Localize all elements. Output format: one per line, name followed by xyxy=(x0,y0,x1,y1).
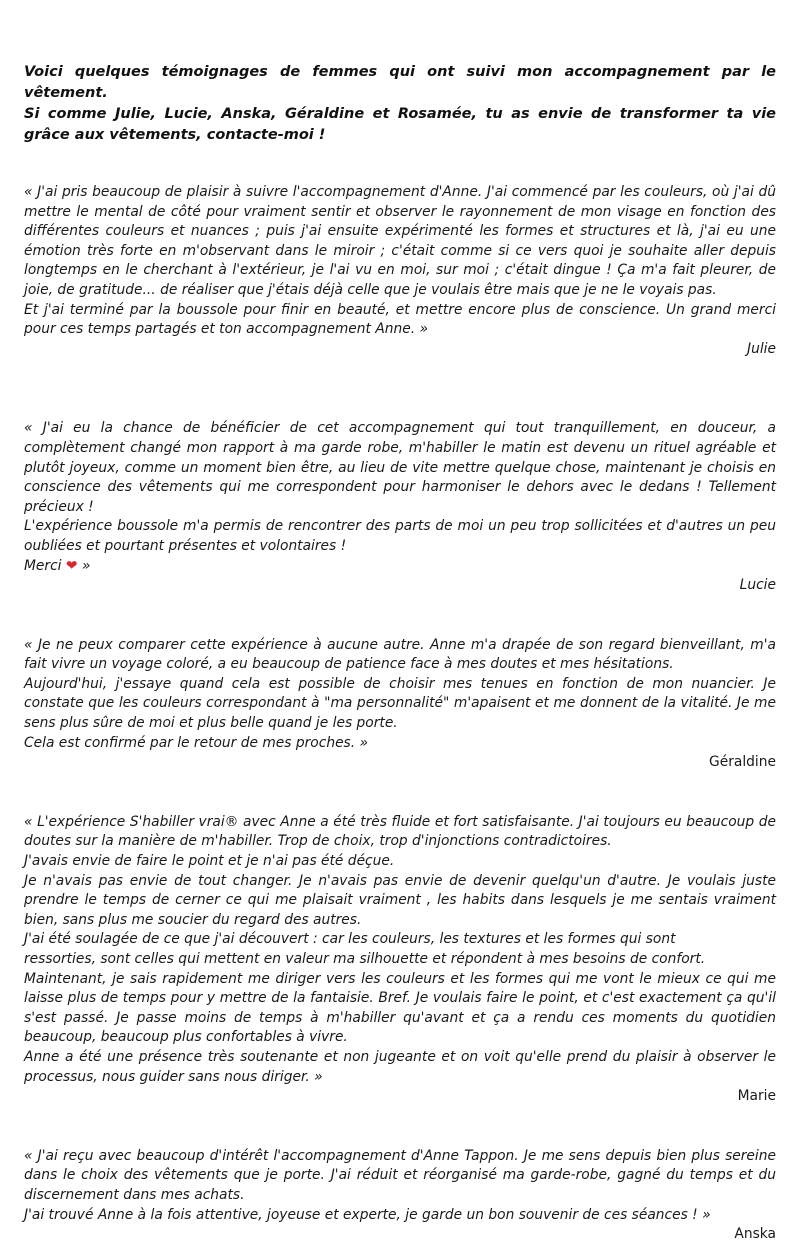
testimonial-paragraph: « J'ai pris beaucoup de plaisir à suivre l'accompagnement d'Anne. J'ai commencé par les couleurs, où j'ai dû mettre le mental de côté pour vraiment sentir et observer le rayonnement de mon visage en fonction des différentes couleurs et nuances ; puis j'ai ensuite expérimenté les formes et structures et là, j'ai eu une émotion très forte en m'observant dans le miroir ; c'était comme si ce vers quoi je souhaite aller depuis longtemps en le cherchant à l'extérieur, je l'ai vu en moi, sur moi ; c'était dingue ! Ça m'a fait pleurer, de joie, de gratitude... de réaliser que j'étais déjà celle que je voulais être mais que je ne le voyais pas. xyxy=(24,184,776,298)
testimonial-paragraph: J'ai trouvé Anne à la fois attentive, joyeuse et experte, je garde un bon souvenir de ces séances ! » xyxy=(24,1206,711,1223)
closing-text: Merci xyxy=(24,557,62,574)
testimonial-closing xyxy=(24,557,776,577)
testimonial-paragraph: « J'ai eu la chance de bénéficier de cet accompagnement qui tout tranquillement, en douceur, a complètement changé mon rapport à ma garde robe, m'habiller le matin est devenu un rituel agréable et plutôt joyeux, comme un moment bien être, au lieu de vite mettre quelque chose, maintenant je choisis en conscience des vêtements qui me correspondent pour harmoniser le dehors avec le dedans ! Tellement précieux ! xyxy=(24,420,776,515)
testimonial-geraldine xyxy=(24,636,776,773)
testimonial-paragraph: J'ai été soulagée de ce que j'ai découvert : car les couleurs, les textures et les formes qui sont xyxy=(24,931,676,948)
testimonial-paragraph: L'expérience boussole m'a permis de rencontrer des parts de moi un peu trop sollicitées et d'autres un peu oubliées et pourtant présentes et volontaires ! xyxy=(24,518,776,554)
intro-line-2: Si comme Julie, Lucie, Anska, Géraldine et Rosamée, tu as envie de transformer ta vie grâce aux vêtements, contacte-moi ! xyxy=(24,106,776,143)
testimonial-author: Julie xyxy=(747,340,776,357)
testimonial-julie xyxy=(24,183,776,359)
testimonial-author: Marie xyxy=(737,1088,776,1105)
testimonial-marie xyxy=(24,813,776,1107)
testimonial-lucie xyxy=(24,419,776,595)
testimonial-author: Lucie xyxy=(739,577,776,594)
closing-quote: » xyxy=(81,557,91,574)
testimonial-paragraph: Cela est confirmé par le retour de mes proches. » xyxy=(24,734,369,751)
heart-icon: ❤ xyxy=(65,557,78,574)
testimonial-anska xyxy=(24,1147,776,1245)
testimonial-paragraph: Maintenant, je sais rapidement me diriger vers les couleurs et les formes qui me vont le mieux ce qui me laisse plus de temps pour y mettre de la fantaisie. Bref. Je voulais faire le point, et c'est exactement ça qu'il s'est passé. Je passe moins de temps à m'habiller qu'avant et ça a rendu ces moments du quotidien beaucoup, beaucoup plus confortables à vivre. xyxy=(24,970,776,1046)
testimonial-paragraph: « Je ne peux comparer cette expérience à aucune autre. Anne m'a drapée de son regard bienveillant, m'a fait vivre un voyage coloré, a eu beaucoup de patience face à mes doutes et mes hésitations. xyxy=(24,636,776,673)
intro-line-1: Voici quelques témoignages de femmes qui ont suivi mon accompagnement par le vêtement. xyxy=(24,64,776,101)
intro-text xyxy=(24,62,776,146)
testimonial-paragraph: Aujourd'hui, j'essaye quand cela est possible de choisir mes tenues en fonction de mon nuancier. Je constate que les couleurs correspondant à "ma personnalité" m'apaisent et me donnent de la vitalité. Je me sens plus sûre de moi et plus belle quand je les porte. xyxy=(24,675,776,732)
testimonial-paragraph: J'avais envie de faire le point et je n'ai pas été déçue. xyxy=(24,853,395,870)
testimonial-paragraph: ressorties, sont celles qui mettent en valeur ma silhouette et répondent à mes besoins de confort. xyxy=(24,951,706,967)
testimonial-paragraph: « L'expérience S'habiller vrai® avec Anne a été très fluide et fort satisfaisante. J'ai toujours eu beaucoup de doutes sur la manière de m'habiller. Trop de choix, trop d'injonctions contradictoires. xyxy=(24,813,776,850)
testimonial-paragraph: Anne a été une présence très soutenante et non jugeante et on voit qu'elle prend du plaisir à observer le processus, nous guider sans nous diriger. » xyxy=(24,1048,776,1085)
testimonial-author: Géraldine xyxy=(709,754,776,771)
testimonial-author: Anska xyxy=(734,1226,776,1243)
testimonial-paragraph: Je n'avais pas envie de tout changer. Je n'avais pas envie de devenir quelqu'un d'autre. Je voulais juste prendre le temps de cerner ce qui me plaisait vraiment , les habits dans lesquels je me sentais vraiment bien, sans plus me soucier du regard des autres. xyxy=(24,872,776,928)
testimonial-paragraph: Et j'ai terminé par la boussole pour finir en beauté, et mettre encore plus de conscience. Un grand merci pour ces temps partagés et ton accompagnement Anne. » xyxy=(24,301,776,338)
testimonial-paragraph: « J'ai reçu avec beaucoup d'intérêt l'accompagnement d'Anne Tappon. Je me sens depuis bien plus sereine dans le choix des vêtements que je porte. J'ai réduit et réorganisé ma garde-robe, gagné du temps et du discernement dans mes achats. xyxy=(24,1147,776,1203)
testimonials-page xyxy=(24,0,776,1245)
